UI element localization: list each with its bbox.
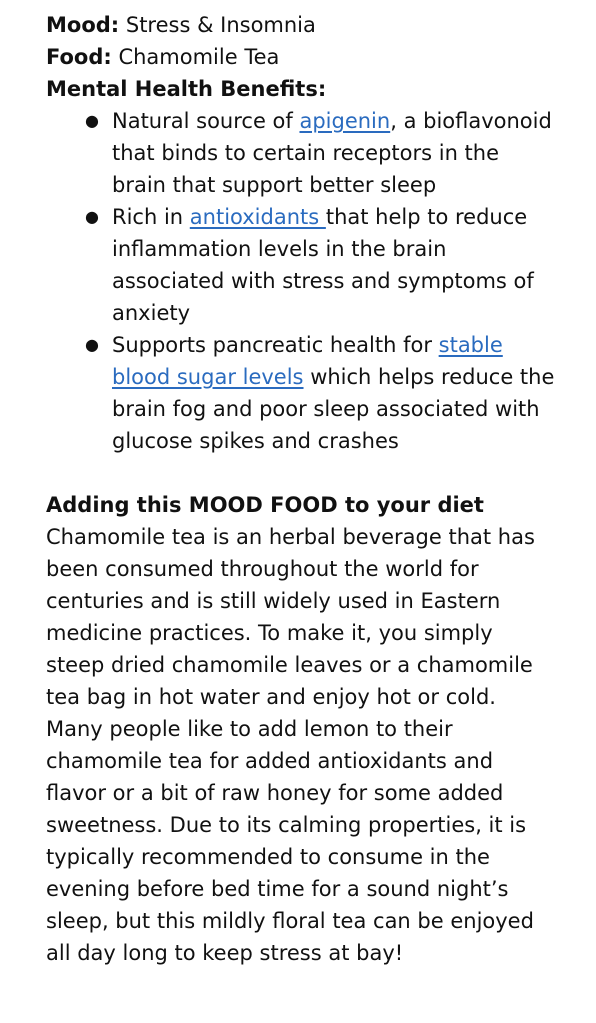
benefits-heading: Mental Health Benefits:: [46, 77, 327, 101]
bullet-icon: ●: [85, 207, 99, 226]
benefit-text-before: Rich in: [112, 205, 190, 229]
benefit-item-blood-sugar: [85, 329, 556, 457]
diet-section-body: Chamomile tea is an herbal beverage that has been consumed throughout the world for centuries and is still widely used in Eastern medicine practices. To make it, you simply steep dried chamomile leaves or a chamomile tea bag in hot water and enjoy hot or cold. Many people like to add lemon to their chamomile tea for added antioxidants and flavor or a bit of raw honey for some added sweetness. Due to its calming properties, it is typically recommended to consume in the evening before bed time for a sound night’s sleep, but this mildly floral tea can be enjoyed all day long to keep stress at bay!: [46, 525, 535, 965]
stable-blood-sugar-link[interactable]: stable blood sugar levels: [112, 333, 503, 389]
benefit-text-before: Natural source of: [112, 109, 300, 133]
antioxidants-link[interactable]: antioxidants: [189, 205, 326, 229]
food-value: Chamomile Tea: [111, 45, 280, 69]
mood-line: [46, 9, 556, 41]
bullet-icon: ●: [85, 111, 99, 130]
benefit-text-after: , a bioflavonoid that binds to certain receptors in the brain that support better sleep: [112, 109, 552, 197]
benefit-text-after: that help to reduce inflammation levels in the brain associated with stress and symptoms of anxiety: [112, 205, 534, 325]
food-line: [46, 41, 556, 73]
diet-section-heading: Adding this MOOD FOOD to your diet: [46, 493, 484, 517]
benefit-item-apigenin: [85, 105, 556, 201]
benefit-item-antioxidants: [85, 201, 556, 329]
benefit-text-after: which helps reduce the brain fog and poor sleep associated with glucose spikes and crashes: [112, 365, 555, 453]
mood-label: Mood:: [46, 13, 120, 37]
benefit-text-before: Supports pancreatic health for: [112, 333, 439, 357]
food-label: Food:: [46, 45, 112, 69]
mood-value: Stress & Insomnia: [119, 13, 316, 37]
bullet-icon: ●: [85, 335, 99, 354]
apigenin-link[interactable]: apigenin: [299, 109, 391, 133]
benefits-list: [46, 105, 556, 457]
